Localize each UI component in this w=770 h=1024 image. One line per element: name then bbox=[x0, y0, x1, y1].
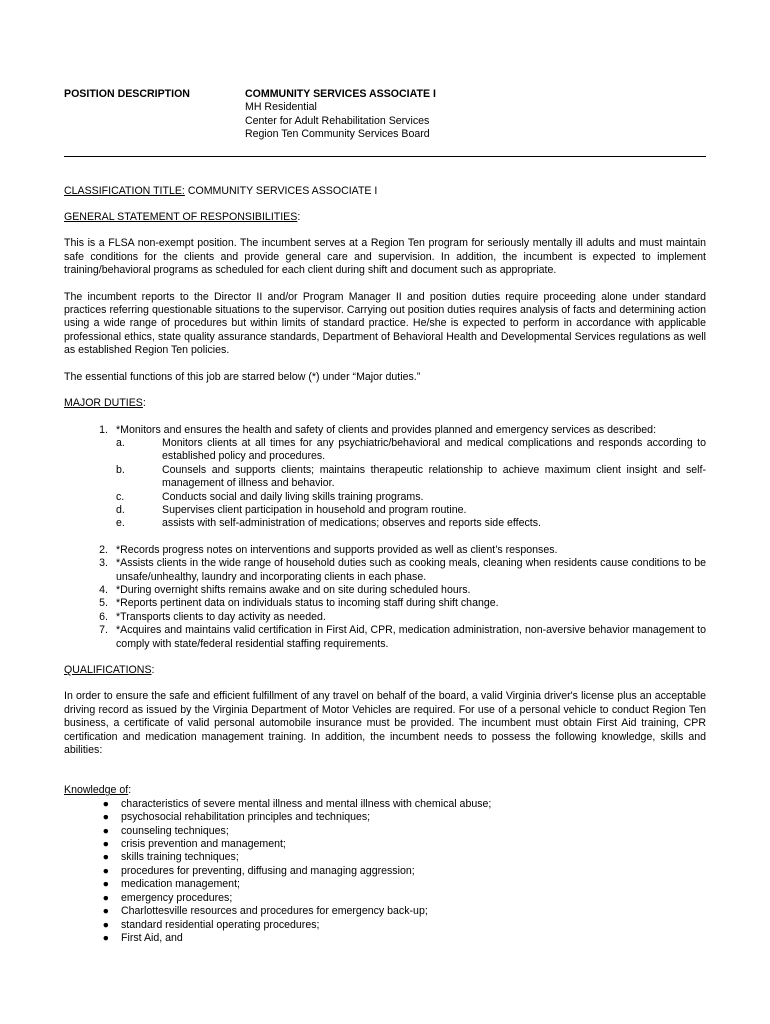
knowledge-item bbox=[64, 905, 706, 918]
knowledge-item-text: emergency procedures; bbox=[121, 891, 233, 904]
knowledge-item-text: psychosocial rehabilitation principles and techniques; bbox=[121, 811, 371, 824]
knowledge-item-text: counseling techniques; bbox=[121, 824, 229, 837]
header-details bbox=[245, 88, 436, 142]
header-line-center: Center for Adult Rehabilitation Services bbox=[245, 114, 430, 127]
duty-number: 6. bbox=[99, 610, 108, 623]
classification-value: COMMUNITY SERVICES ASSOCIATE I bbox=[184, 184, 378, 197]
knowledge-item bbox=[64, 838, 706, 851]
knowledge-heading-text: Knowledge of bbox=[64, 784, 129, 797]
duty-item bbox=[64, 544, 706, 557]
classification-line bbox=[64, 185, 706, 198]
bullet-icon: ● bbox=[102, 797, 109, 810]
knowledge-item-text: skills training techniques; bbox=[121, 851, 239, 864]
duty-item bbox=[64, 557, 706, 584]
sub-letter: c. bbox=[116, 490, 125, 503]
knowledge-item bbox=[64, 825, 706, 838]
general-paragraph-3: The essential functions of this job are starred below (*) under “Major duties.” bbox=[64, 370, 421, 383]
duty-sub-list bbox=[116, 437, 706, 531]
knowledge-item-text: First Aid, and bbox=[121, 931, 183, 944]
duty-text: *During overnight shifts remains awake and on site during scheduled hours. bbox=[116, 583, 471, 596]
bullet-icon: ● bbox=[102, 918, 109, 931]
knowledge-item-text: crisis prevention and management; bbox=[121, 838, 286, 851]
knowledge-item-text: medication management; bbox=[121, 878, 240, 891]
duty-number: 1. bbox=[99, 423, 108, 436]
general-heading-text: GENERAL STATEMENT OF RESPONSIBILITIES bbox=[64, 211, 298, 224]
duty-item bbox=[64, 584, 706, 597]
bullet-icon: ● bbox=[102, 811, 109, 824]
duty-text: *Reports pertinent data on individuals status to incoming staff during shift change. bbox=[116, 597, 499, 610]
duty-sub-item bbox=[116, 504, 706, 517]
bullet-icon: ● bbox=[102, 891, 109, 904]
duty-number: 7. bbox=[99, 624, 108, 637]
major-duties-heading-colon: : bbox=[142, 397, 146, 410]
position-title: COMMUNITY SERVICES ASSOCIATE I bbox=[245, 88, 436, 100]
duty-text: *Assists clients in the wide range of household duties such as cooking meals, cleaning when residents cause conditions to be unsafe/unhealthy, laundry and incorporating clients in each phase. bbox=[116, 557, 706, 583]
knowledge-item bbox=[64, 892, 706, 905]
document-header bbox=[64, 88, 706, 142]
knowledge-item-text: characteristics of severe mental illness and mental illness with chemical abuse; bbox=[121, 797, 492, 810]
duty-number: 4. bbox=[99, 583, 108, 596]
qualifications-paragraph: In order to ensure the safe and efficient fulfillment of any travel on behalf of the board, a valid Virginia driver's license plus an acceptable driving record as issued by the Virginia Department of Motor Vehicles are required. For use of a personal vehicle to conduct Region Ten business, a certificate of valid personal automobile insurance must be provided. The incumbent must obtain First Aid training, CPR certification and medication management training. In addition, the incumbent needs to possess the following knowledge, skills and abilities: bbox=[64, 690, 706, 757]
bullet-icon: ● bbox=[102, 838, 109, 851]
knowledge-heading bbox=[64, 784, 706, 797]
duty-sub-item bbox=[116, 464, 706, 491]
general-paragraph-1: This is a FLSA non-exempt position. The incumbent serves at a Region Ten program for seriously mentally ill adults and must maintain safe conditions for the clients and provide general care and supervision. In addition, the incumbent is expected to implement training/behavioral programs as scheduled for each client during shift and document such as appropriate. bbox=[64, 237, 706, 277]
knowledge-item bbox=[64, 811, 706, 824]
knowledge-heading-colon: : bbox=[128, 784, 132, 797]
duty-text: *Monitors and ensures the health and safety of clients and provides planned and emergency services as described: bbox=[116, 423, 657, 436]
major-duties-heading-text: MAJOR DUTIES bbox=[64, 397, 143, 410]
header-label: POSITION DESCRIPTION bbox=[64, 88, 190, 100]
duty-item bbox=[64, 611, 706, 624]
sub-letter: a. bbox=[116, 436, 125, 449]
bullet-icon: ● bbox=[102, 824, 109, 837]
document-page bbox=[64, 88, 706, 945]
bullet-icon: ● bbox=[102, 864, 109, 877]
major-duties-list bbox=[64, 424, 706, 652]
duty-number: 3. bbox=[99, 557, 108, 570]
classification-label: CLASSIFICATION TITLE: bbox=[64, 184, 185, 197]
knowledge-item bbox=[64, 798, 706, 811]
knowledge-item bbox=[64, 865, 706, 878]
sub-letter: b. bbox=[116, 463, 125, 476]
sub-text: assists with self-administration of medications; observes and reports side effects. bbox=[162, 517, 541, 530]
sub-text: Supervises client participation in household and program routine. bbox=[162, 503, 467, 516]
knowledge-item-text: standard residential operating procedures; bbox=[121, 918, 320, 931]
qualifications-heading-text: QUALIFICATIONS bbox=[64, 664, 152, 676]
knowledge-item bbox=[64, 878, 706, 891]
knowledge-item-text: procedures for preventing, diffusing and managing aggression; bbox=[121, 864, 415, 877]
duty-text: *Records progress notes on interventions and supports provided as well as client’s responses. bbox=[116, 543, 558, 556]
general-heading-colon: : bbox=[297, 211, 301, 224]
knowledge-item-text: Charlottesville resources and procedures for emergency back-up; bbox=[121, 905, 428, 918]
duty-body bbox=[116, 424, 706, 531]
duty-sub-item bbox=[116, 491, 706, 504]
sub-text: Counsels and supports clients; maintains therapeutic relationship to achieve maximum client insight and self-management of illness and behavior. bbox=[162, 463, 706, 490]
sub-text: Monitors clients at all times for any psychiatric/behavioral and medical complications and responds according to established policy and procedures. bbox=[162, 436, 706, 463]
qualifications-heading-colon: : bbox=[151, 664, 155, 676]
bullet-icon: ● bbox=[102, 851, 109, 864]
knowledge-item bbox=[64, 932, 706, 945]
knowledge-item bbox=[64, 919, 706, 932]
duty-text: *Transports clients to day activity as needed. bbox=[116, 610, 326, 623]
bullet-icon: ● bbox=[102, 905, 109, 918]
duty-text: *Acquires and maintains valid certification in First Aid, CPR, medication administration, non-aversive behavior management to comply with state/federal residential staffing requirements. bbox=[116, 624, 706, 650]
sub-text: Conducts social and daily living skills training programs. bbox=[162, 490, 424, 503]
sub-letter: d. bbox=[116, 503, 125, 516]
duty-item bbox=[64, 624, 706, 651]
header-line-program: MH Residential bbox=[245, 101, 317, 114]
header-divider bbox=[64, 156, 706, 157]
knowledge-item bbox=[64, 851, 706, 864]
major-duties-heading bbox=[64, 397, 706, 410]
knowledge-list bbox=[64, 798, 706, 945]
duty-sub-item bbox=[116, 517, 706, 530]
bullet-icon: ● bbox=[102, 878, 109, 891]
duty-sub-item bbox=[116, 437, 706, 464]
sub-letter: e. bbox=[116, 517, 125, 530]
duty-item bbox=[64, 424, 706, 531]
duty-item bbox=[64, 597, 706, 610]
duty-number: 2. bbox=[99, 543, 108, 556]
qualifications-heading bbox=[64, 664, 706, 677]
header-line-board: Region Ten Community Services Board bbox=[245, 128, 430, 141]
general-heading bbox=[64, 211, 706, 224]
duty-number: 5. bbox=[99, 597, 108, 610]
general-paragraph-2: The incumbent reports to the Director II and/or Program Manager II and position duties require proceeding alone under standard practices referring questionable situations to the supervisor. Carrying out position duties requires analysis of facts and determining action using a wide range of procedures but within limits of standard practice. He/she is expected to perform in accordance with applicable professional ethics, state quality assurance standards, Department of Behavioral Health and Developmental Services regulations as well as established Region Ten policies. bbox=[64, 290, 706, 357]
bullet-icon: ● bbox=[102, 931, 109, 944]
